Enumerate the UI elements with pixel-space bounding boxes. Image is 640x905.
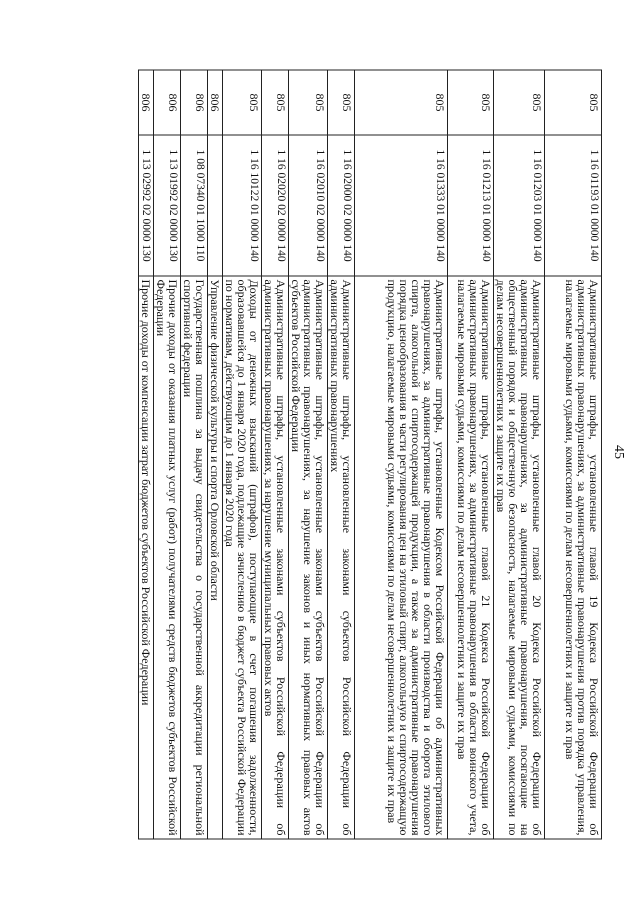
revenue-code-cell: 1 13 01992 02 0000 130 <box>154 135 181 276</box>
page-number: 45 <box>611 445 626 459</box>
admin-code-cell: 805 <box>545 70 602 135</box>
table-row <box>208 70 223 839</box>
revenue-name-cell: Административные штрафы, установленные главой 20 Кодекса Российской Федерации об административных правонарушениях, за административные правонарушения, посягающие на общественный порядок и общественную безопасность, налагаемые мировыми судьями, комиссиями по делам несовершеннолетних и защите их прав <box>494 276 545 839</box>
table-row <box>262 70 289 839</box>
admin-code-cell: 806 <box>181 70 208 135</box>
revenue-name-cell: Административные штрафы, установленные Кодексом Российской Федерации об административных правонарушениях, за административные правонарушения в области производства и оборота этилового спирта, алкогольной и спиртосодержащей продукции, а также за административные правонарушения порядка ценообразования в части регулирования цен на этиловый спирт, алкогольную и спиртосодержащую продукцию, налагаемые мировыми судьями, комиссиями по делам несовершеннолетних и защите их прав <box>355 276 448 839</box>
table-row <box>494 70 545 839</box>
admin-code-cell: 806 <box>139 70 154 135</box>
table-row <box>139 70 154 839</box>
revenue-code-cell: 1 16 02020 02 0000 140 <box>262 135 289 276</box>
revenue-code-cell: 1 16 01193 01 0000 140 <box>545 135 602 276</box>
table-row <box>289 70 328 839</box>
revenue-code-cell: 1 16 02000 02 0000 140 <box>328 135 355 276</box>
revenue-code-cell: 1 16 02010 02 0000 140 <box>289 135 328 276</box>
table-row <box>181 70 208 839</box>
admin-code-cell: 805 <box>355 70 448 135</box>
revenue-code-cell: 1 16 10122 01 0000 140 <box>223 135 262 276</box>
revenue-name-cell: Управление физической культуры и спорта Орловской области <box>208 276 223 839</box>
admin-code-cell: 805 <box>223 70 262 135</box>
revenue-classification-table <box>138 70 602 840</box>
revenue-code-cell: 1 16 01203 01 0000 140 <box>494 135 545 276</box>
table-row <box>154 70 181 839</box>
revenue-code-cell <box>208 135 223 276</box>
admin-code-cell: 805 <box>328 70 355 135</box>
table-row <box>223 70 262 839</box>
revenue-name-cell: Административные штрафы, установленные главой 19 Кодекса Российской Федерации об административных правонарушениях, за административные правонарушения против порядка управления, налагаемые мировыми судьями, комиссиями по делам несовершеннолетних и защите их прав <box>545 276 602 839</box>
admin-code-cell: 805 <box>262 70 289 135</box>
table-row <box>355 70 448 839</box>
revenue-name-cell: Доходы от денежных взысканий (штрафов), поступающие в счет погашения задолженности, образовавшейся до 1 января 2020 года, подлежащие зачислению в бюджет субъекта Российской Федерации по нормативам, действующим до 1 января 2020 года <box>223 276 262 839</box>
table-row <box>448 70 494 839</box>
revenue-code-cell: 1 13 02992 02 0000 130 <box>139 135 154 276</box>
revenue-name-cell: Административные штрафы, установленные законами субъектов Российской Федерации об административных правонарушениях <box>328 276 355 839</box>
admin-code-cell: 805 <box>289 70 328 135</box>
admin-code-cell: 806 <box>208 70 223 135</box>
revenue-name-cell: Административные штрафы, установленные главой 21 Кодекса Российской Федерации об административных правонарушениях, за административные правонарушения в области воинского учета, налагаемые мировыми судьями, комиссиями по делам несовершеннолетних и защите их прав <box>448 276 494 839</box>
revenue-name-cell: Государственная пошлина за выдачу свидетельства о государственной аккредитации региональной спортивной федерации <box>181 276 208 839</box>
table-row <box>545 70 602 839</box>
revenue-name-cell: Прочие доходы от оказания платных услуг (работ) получателями средств бюджетов субъектов Российской Федерации <box>154 276 181 839</box>
admin-code-cell: 806 <box>154 70 181 135</box>
revenue-name-cell: Административные штрафы, установленные законами субъектов Российской Федерации об административных правонарушениях, за нарушение муниципальных правовых актов <box>262 276 289 839</box>
admin-code-cell: 805 <box>494 70 545 135</box>
table-row <box>328 70 355 839</box>
revenue-name-cell: Административные штрафы, установленные законами субъектов Российской Федерации об административных правонарушениях, за нарушение законов и иных нормативных правовых актов субъектов Российской Федерации <box>289 276 328 839</box>
revenue-name-cell: Прочие доходы от компенсации затрат бюджетов субъектов Российской Федерации <box>139 276 154 839</box>
revenue-code-cell: 1 16 01333 01 0000 140 <box>355 135 448 276</box>
admin-code-cell: 805 <box>448 70 494 135</box>
revenue-code-cell: 1 16 01213 01 0000 140 <box>448 135 494 276</box>
revenue-code-cell: 1 08 07340 01 1000 110 <box>181 135 208 276</box>
